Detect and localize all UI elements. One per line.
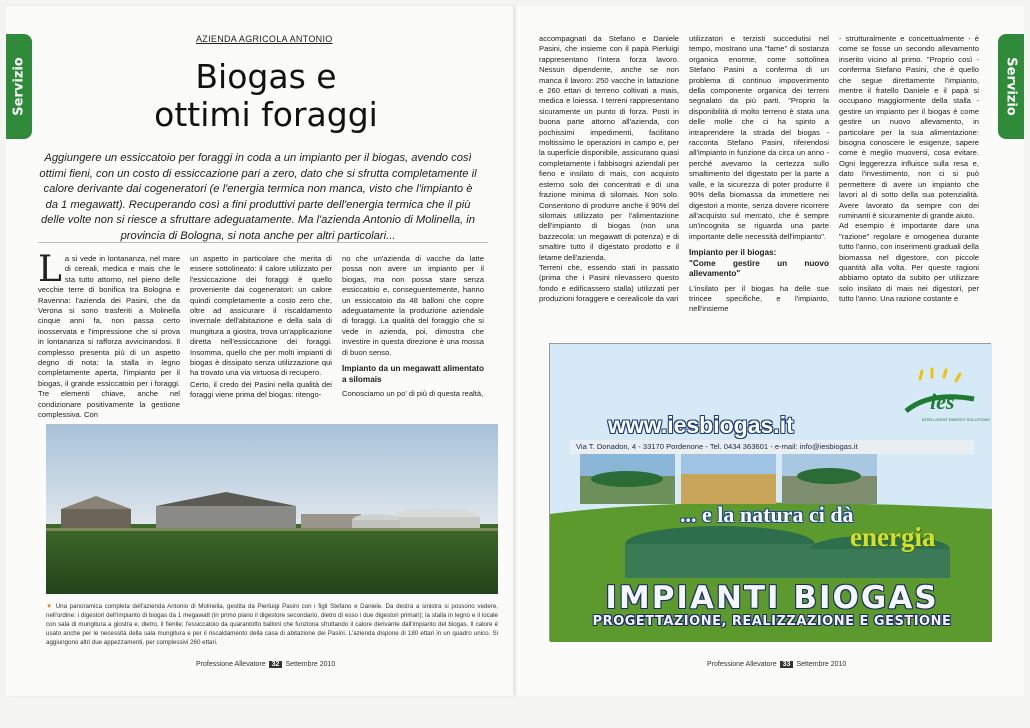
article-column-5: utilizzatori e terzisti succedutisi nel tempo, mostrano una "fame" di sostanza organica enorme, come sottolinea Stefano Pasini a conferma di un problema di continuo impoverimento della componente organica dei terreni segnalato da più parti. "Proprio la disponibilità di molto terreno è stata una delle molle che ci ha spinto a intraprendere la strada del biogas - racconta Stefano Pasini, riferendosi all'impianto in funzione da circa un anno - perché avevamo la certezza sullo smaltimento del digestato per la parte a valle, e la sicurezza di poter produrre il 90% della biomassa da immettere nei digestori a monte, senza dovere ricorrere all'acquisto sul mercato, che è sempre un'incognita se riguarda una parte importante delle necessità dell'impianto". Impianto per il biogas: "Come gestire un nuovo allevamento" L'insilato per il biogas ha delle sue trincee specifiche, e l'impianto, nell'insieme [689,34,829,314]
article-title: Biogas e ottimi foraggi [154,57,378,134]
ad-slogan-energia: energia [850,522,936,552]
ies-logo [900,369,990,424]
svg-text:INTELLIGENT ENERGY SOLUTIONS: INTELLIGENT ENERGY SOLUTIONS [922,417,990,422]
section-tab-left: Servizio [6,34,32,139]
page-footer: Professione Allevatore 32 Settembre 2010 [196,661,336,668]
left-page [6,6,513,696]
divider [38,242,488,243]
article-column-2: un aspetto in particolare che merita di essere sottolineato: il calore utilizzato per l'essiccazione dei foraggi è quello proveniente dai cogeneratori: un calore quindi completamente a costo zero che, oltre ad assicurare il riscaldamento invernale dell'abitazione e della sala di mungitura a giostra, trova un'applicazione diretta nell'essiccazione dei foraggi. Insomma, quello che per molti impianti di biogas è dissipato senza utilizzazione qui ha trovato una via virtuosa di recupero. Certo, il credo dei Pasini nella qualità dei foraggi viene prima del biogas: ritengo- [190,254,332,400]
ies-biogas-advertisement [549,343,991,641]
section-tab-right: Servizio [998,34,1024,139]
subheading-2: Impianto per il biogas: "Come gestire un nuovo allevamento" [689,248,829,279]
page-footer-right: Professione Allevatore 33 Settembre 2010 [707,661,847,668]
subheading: Impianto da un megawatt alimentato a silomais [342,364,484,384]
farm-panorama-photo [46,424,498,594]
svg-text:ies: ies [930,389,955,414]
page-number: 32 [269,661,283,668]
article-column-1: L a si vede in lontananza, nel mare di cereali, medica e mais che le sta tutto attorno, nel pieno delle vecchie terre di bonifica tra Bologna e Ravenna: l'azienda dei Pasini, che da Verona si sono trasferiti a Molinella cinque anni fa, non passa certo inosservata e l'impressione che si prova in lontananza si rafforza avvicinandosi. Il complesso presenta più di un aspetto degno di nota: la stalla in legno completamente aperta, l'impianto per il biogas, il grande essiccatoio per i foraggi. Tre elementi chiave, anche nel condizionare positivamente la gestione complessiva. Con [38,249,180,420]
company-name: AZIENDA AGRICOLA ANTONIO [196,34,333,44]
right-page [517,6,1024,696]
article-column-4: accompagnati da Stefano e Daniele Pasini, che insieme con il papà Pierluigi rappresentano l'intera forza lavoro. Nessun dipendente, anche se non manca il lavoro: 250 vacche in lattazione e 260 ettari di terreno coltivati a mais, medica e loiessa. I terreni rappresentano sicuramente un punto di forza. Posti in buona parte attorno all'azienda, con pochissimi impedimenti, facilitano moltissimo le operazioni in campo e, per la superficie disponibile, assicurano quasi completamente i fabbisogni aziendali per fieno e insilato di mais, con acquisto esterno solo dei concentrati e di una frazione minima di silomais. Non solo. Consentono di produrre anche il 90% del silomais utilizzato per l'alimentazione dell'impianto di biogas (non una bazzecola: un megawatt di potenza) e di smaltire tutto il digestato prodotto e il letame dell'azienda. Terreni che, essendo stati in passato (prima che i Pasini rilevassero questo fondo e edificassero stalla) utilizzati per produzioni foraggere e cerealicole da vari [539,34,679,304]
photo-caption: ▼ Una panoramica completa dell'azienda Antonio di Molinella, gestita da Pierluigi Pasini con i figli Stefano e Daniele. Da destra a sinistra si possono vedere, nell'ordine: i digestori dell'impianto di biogas da 1 megawatt (in primo piano il digestore secondario, dietro di esso i due digestori primari); la stalla in legno e il locale con sala di mungitura a giostra e, dietro, il fienile; l'essiccatoio da quarantotto balloni che funziona sfruttando il calore derivante dall'impianto del biogas. Il calore è usato anche per le necessità della sala mungitura e per il riscaldamento della casa di abitazione dei Pasini. L'azienda dispone di 180 ettari in un quadro unico. Si aggiungono altri due appezzamenti, per complessivi 260 ettari. [46,603,499,646]
page-number-right: 33 [780,661,794,668]
drop-cap: L [38,249,62,290]
caption-marker-icon: ▼ [46,603,56,610]
ad-website: www.iesbiogas.it [608,412,794,438]
ad-address: Via T. Donadon, 4 - 33170 Pordenone - Tel. 0434 363601 - e-mail: info@iesbiogas.it [570,440,974,454]
article-column-6: - strutturalmente e concettualmente - è come se fosse un secondo allevamento inserito vicino al primo. "Proprio così - conferma Stefano Pasini, che è quello che segue direttamente l'impianto, mentre il fratello Daniele e il papà si occupano maggiormente della stalla - gestire un impianto per il biogas è come gestire un nuovo allevamento, in particolare per la sua alimentazione: bisogna conoscere le esigenze, sapere come è meglio muoversi, cosa evitare. Ogni leggerezza influisce sulla resa e, dato l'investimento, non ci si può permettere di avere un impianto che lavori al di sotto della sua potenzialità. Avere lavorato da sempre con dei ruminanti è sicuramente di grande aiuto. Ad esempio è importante dare una "razione" regolare e omogenea durante tutto l'anno, con inserimenti graduali della biomassa nel digestore, con piccole quantità alla volta. Per queste ragioni abbiamo optato da subito per utilizzare solo insilato di mais nei digestori, per tutto l'anno. Una razione costante e [839,34,979,304]
article-column-3: no che un'azienda di vacche da latte possa non avere un impianto per il biogas, ma non possa stare senza essiccatoio e, conseguentemente, hanno un essiccatoio da 48 balloni che copre adeguatamente la produzione aziendale di foraggi. La qualità del foraggio che si vede in azienda, poi, dimostra che investire in questa direzione è una mossa di buon senso. Impianto da un megawatt alimentato a silomais Conosciamo un po' di più di questa realtà, [342,254,484,399]
article-lead: Aggiungere un essiccatoio per foraggi in coda a un impianto per il biogas, avendo così ottimi fieni, con un costo di essiccazione pari a zero, dato che si sfrutta completamente il calore derivante dai cogeneratori (e l'energia termica non manca, visto che l'impianto è da 1 megawatt). Recuperando così a fini produttivi parte dell'energia termica che il più delle volte non si riesce a sfruttare adeguatamente. Ma l'azienda Antonio di Molinella, in provincia di Bologna, si nota anche per altri particolari... [39,152,477,242]
ad-subline: PROGETTAZIONE, REALIZZAZIONE E GESTIONE [592,614,952,629]
ad-headline: IMPIANTI BIOGAS [605,580,939,616]
ad-slogan: ... e la natura ci dà [680,502,854,527]
